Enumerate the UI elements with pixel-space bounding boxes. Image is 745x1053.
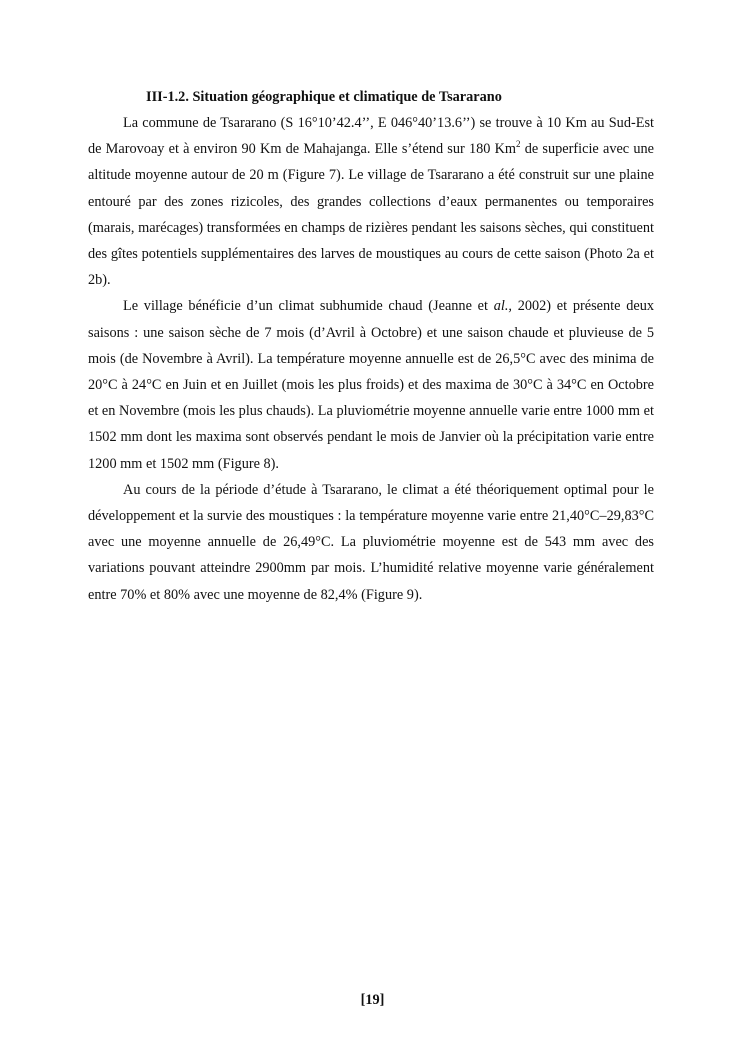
paragraph-climate-part1: Le village bénéficie d’un climat subhumide chaud (Jeanne et <box>123 298 494 315</box>
paragraph-climate-part2: 2002) et présente deux saisons : une saison sèche de 7 mois (d’Avril à Octobre) et une saison chaude et pluvieuse de 5 mois (de Novembre à Avril). La température moyenne annuelle est de 26,5°C avec des minima de 20°C à 24°C en Juin et en Juillet (mois les plus froids) et des maxima de 30°C à 34°C en Octobre et en Novembre (mois les plus chauds). La pluviométrie moyenne annuelle varie entre 1000 mm et 1502 mm dont les maxima sont observés pendant le mois de Janvier où la précipitation varie entre 1200 mm et 1502 mm (Figure 8). <box>88 298 654 472</box>
superscript-two: 2 <box>516 139 521 150</box>
section-heading: III-1.2. Situation géographique et climatique de Tsararano <box>146 89 502 105</box>
paragraph-climate <box>88 293 654 476</box>
paragraph-geography-part2: de superficie avec une altitude moyenne autour de 20 m (Figure 7). Le village de Tsararano a été construit sur une plaine entouré par des zones rizicoles, des grandes collections d’eaux permanentes ou temporaires (marais, marécages) transformées en champs de rizières pendant les saisons sèches, qui constituent des gîtes potentiels supplémentaires des larves de moustiques au cours de cette saison (Photo 2a et 2b). <box>88 141 654 289</box>
page-number: [19] <box>360 992 385 1008</box>
paragraph-study-period: Au cours de la période d’étude à Tsararano, le climat a été théoriquement optimal pour le développement et la survie des moustiques : la température moyenne varie entre 21,40°C–29,83°C avec une moyenne annuelle de 26,49°C. La pluviométrie moyenne est de 543 mm avec des variations pouvant atteindre 2900mm par mois. L’humidité relative moyenne varie généralement entre 70% et 80% avec une moyenne de 82,4% (Figure 9). <box>88 481 654 603</box>
paragraph-geography <box>88 110 654 293</box>
body-text <box>88 110 654 608</box>
paragraph-geography-part1: La commune de Tsararano (S 16°10’42.4’’, E 046°40’13.6’’) se trouve à 10 Km au Sud-Est de Marovoay et à environ 90 Km de Mahajanga. Elle s’étend sur 180 Km <box>88 115 654 158</box>
italic-et-al: al., <box>493 298 512 315</box>
